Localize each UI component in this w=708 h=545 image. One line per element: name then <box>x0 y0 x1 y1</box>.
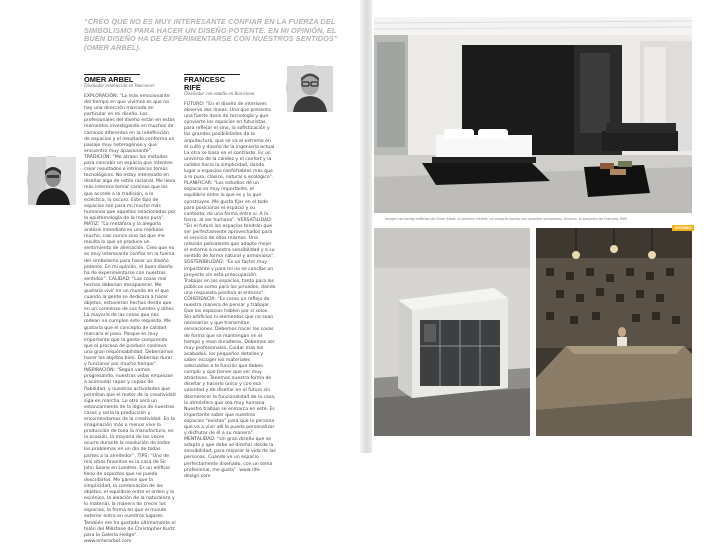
portrait-rife <box>286 65 332 111</box>
designer-name-rife: FRANCESC RIFÉ <box>184 74 240 92</box>
glass-house-photo-image <box>374 228 530 436</box>
page-gutter <box>360 0 372 453</box>
portrait-arbel <box>27 156 75 204</box>
designer-role-rife: Diseñador con estudio en Barcelona <box>184 92 255 97</box>
lobby-photo <box>536 228 692 436</box>
interview-column-rife <box>184 74 276 479</box>
designer-role-arbel: Diseñador establecido en Vancouver <box>84 84 155 89</box>
section-tag: ESTUDIO <box>672 225 694 231</box>
lobby-photo-image <box>536 228 692 436</box>
portrait-arbel-image <box>28 157 76 205</box>
interview-text-arbel: EXPLORACIÓN: “La más emocionante del tiempo en que vivimos es que no hay una dirección marcada en particular en mi diseño. Los profesionales del diseño están en estos momentos investigando en muchos de caminos diferentes en la redefinición de espacios y el resultado conforma un paisaje muy heterogéneo y que encuentro muy apasionante”. TRADICIÓN: “Me atraen los métodos para concebir un espacio que intenten crear resultados o intrínsecos tomos tecnológicos. No estoy interesado en diseñar algo de estilo racional. Me lleva más interesa tomar caminos que los que accede a la tradición, a lo ecléctico, lo oscuro. Este tipo de espacios son para mi mucho más humanos que aquellos relacionados por la epistemología de la mano pura”. MATIZ: “La metáfora y la alegoría análisis inmediato es uno módulos mucho, casi nunca sino las que me resulta lo que se produce un sentimiento de alienación. Creo que no es muy interesante confiar en la fuerza del simbolismo para hacer un diseño potente. En mi opinión, el buen diseño ha de experimentarse con nuestros sentidos”. CALIDAD: “Las cosas mal hechas deberian desaparecer. Me gustaría vivir en un mundo en el que cuando la gente se dedicara a hacer objetos, estuvieran hechos desde que en un comienzo de sus fuentes y útiles. La mayoría de las cosas que nos rodean no cumplen este requisito. Me gustaría que el concepto de calidad marcara el paso. Porque es muy importante que la gente comprenda que el proceso de producir conlleva una gran responsabilidad. Deberíamos hacer los objetos bien. Deberían durar y funcionar por mucho tiempo”. INSPIRACIÓN: “Según vamos progresando, nuestras vidas empiezan a acomodar rapas y copias de fiabilidad, y nuestras actividades que permitan que el motor de la creatividad siga en marcha. Lo otro será un estancamiento de la lógica de nuestros casos y sería la producción y encomendamos de la creatividad. En la imaginación más o menos vive la producción de toda la manufactura, en la ocasión, la mayoría de las veces ocurre durante la resolución de todos los problemas en un día de todas partes a la alrededor”. TIPS: “Uno de mis sitios favoritos es la casa de Sir John Soane en Londres. Es un edificio lleno de aspectos que no puedo describirlos. Me parece que la simplicidad, la combinación de los objetos, el equilibrio entre el orden y lo escénico, la aleación de la naturaleza y lo material, la manera de crecer los espacios, la forma en que el mundo exterior entra en nuestros lugares. También me ha gustado últimamente el telón del Millstone de Christopher Kurtz para la Galería Hedge”. www.omerarbel.com <box>84 94 176 544</box>
bedroom-photo <box>374 17 692 213</box>
designer-name-arbel: OMER ARBEL <box>84 74 140 84</box>
photo-caption: Imagen de varias edificios de Omer Arbel: el primero Hemet, un espacio nacido con grandes ventanales. Encima, el proyecto de Francesc Rifé. <box>385 217 628 221</box>
pull-quote: “CREO QUE NO ES MUY INTERESANTE CONFIAR EN LA FUERZA DEL SIMBOLISMO PARA HACER UN DISEÑO POTENTE. EN MI OPINIÓN, EL BUEN DISEÑO HA DE EXPERIMENTARSE CON NUESTROS SENTIDOS” (OMER ARBEL). <box>84 17 338 52</box>
portrait-rife-image <box>287 66 333 112</box>
glass-house-photo <box>374 228 530 436</box>
bedroom-photo-image <box>374 17 692 213</box>
interview-column-arbel <box>84 74 176 544</box>
interview-text-rife: FUTURO: “En el diseño de interiores observo dos líneas. Una que presenta una fuerte dosis de tecnología y que convierte los espacios en futuristas, para reflejar el sino, la sofisticación y las grandes posibilidades de la arquitectura, que se va al extremo en el culto y diseño de la ingeniería actual. La otra se basa en el contraste. Es un universo de la calidez y el confort y la calidez hacia la simplicidad, dando lugar a espacios confortables más que a lo puro, clásico, natural o ecológico”. PLANIFICAR: “Los estudios de un espacio es muy importante, el equilibrio entre lo que es y lo que construyes. Me gusta fijar en el todo para posicionar el espacio y su contexto, de una forma entre sí. A la tierra, al ser humano”. VERSATILIDAD: “En el futuro los espacios tendrán que ser perfectamente aprovechados para el servicio de ellos mismos. Una relación polivalente que adapte mejor el entorno a nuestra sensibilidad y a su sentido de forma natural y armoniosa”. SOSTENIBILIDAD: “Es un factor muy importante y para mí no se concibe un proyecto sin esta preocupación. Trabajar en los espacios, tanto para los públicos como para los privados, dando una respuesta positiva al entorno”. COHERENCIA: “Es como un reflejo de nuestra manera de pensar y trabajar. Que los espacios hablen por sí solos. Sin artificios ni elementos que no sean necesarios y que transmitan sensaciones. Debemos hacer las cosas de forma que se mantengan en el tiempo y sean duraderos. Debemos ser muy profesionales. Cuidar más los acabados, los pequeños detalles y saber escoger los materiales adecuados a la función que deben cumplir y que tienen que ser muy atractivos. Tenemos nuestra forma de diseñar y hacerlo único y con esa voluntad y de diseñar en el futuro sin desmerecer la funcionalidad de la casa, la atmósfera que sea muy humana. Nuestro trabajo se enmarca en este. Es importante saber que nuestros espacios “existan” para que la persona que va a vivir allí lo pueda personalizar y disfrutar de él a su manera”. MENTALIDAD: “Un gran diseño que se adapta y que debe se diseñar desde la sensibilidad, para mejorar la vida de las personas. Cuando ve un espacio perfectamente diseñado, con un tema profesional, me gusta”. www.rife-design.com <box>184 102 276 479</box>
